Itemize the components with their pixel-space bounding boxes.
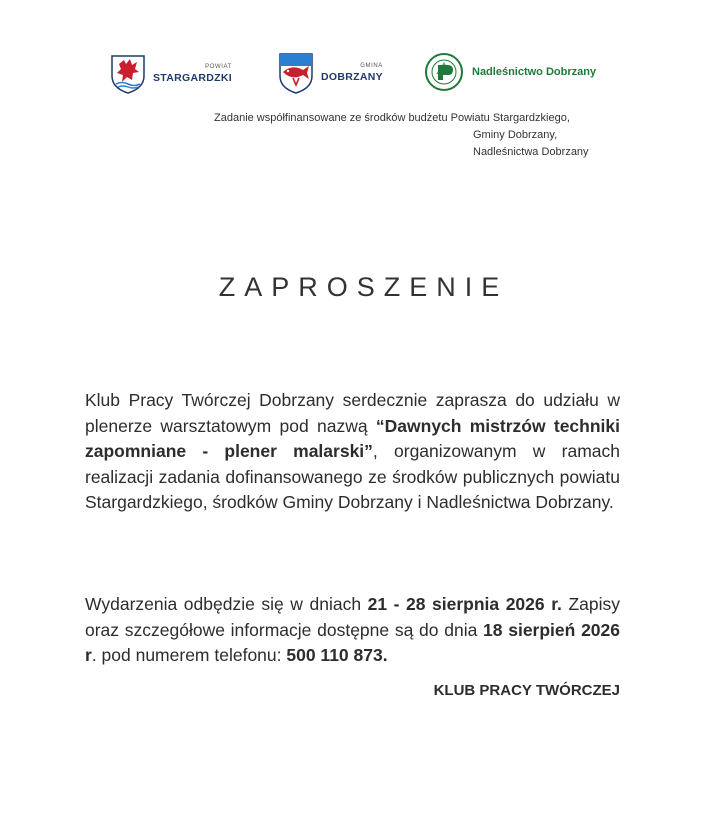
- paragraph-1-rest: , organizowanym w ramach realizacji zadania dofinansowanego ze środków publicznych powiatu Stargardzkiego, środków Gminy Dobrzany i Nadleśnictwa Dobrzany.: [85, 441, 620, 512]
- invitation-paragraph-1: [85, 388, 620, 516]
- forestry-logo: [424, 52, 596, 92]
- fish-crest-icon: [278, 52, 314, 94]
- griffin-crest-icon: [110, 54, 146, 94]
- paragraph-2-part-1: Wydarzenia odbędzie się w dniach: [85, 594, 368, 614]
- stargard-county-logo: [110, 54, 232, 94]
- phone-number: 500 110 873.: [286, 645, 388, 665]
- registration-deadline: 18 sierpień 2026 r: [85, 619, 620, 665]
- dobrzany-logo-small: GMINA: [360, 63, 383, 70]
- lasy-panstwowe-icon: [424, 52, 464, 92]
- stargard-logo-small: POWIAT: [205, 64, 232, 71]
- cofinancing-note: [214, 110, 589, 161]
- cofinancing-line-2: Gminy Dobrzany,: [473, 129, 558, 141]
- cofinancing-line-1: Zadanie współfinansowane ze środków budżetu Powiatu Stargardzkiego,: [214, 112, 570, 124]
- signature: KLUB PRACY TWÓRCZEJ: [433, 682, 620, 699]
- invitation-title: ZAPROSZENIE: [218, 272, 509, 302]
- dobrzany-logo-text: [321, 63, 383, 83]
- dobrzany-logo-name: DOBRZANY: [321, 71, 383, 84]
- event-name: “Dawnych mistrzów techniki zapomniane - plener malarski”: [85, 415, 620, 461]
- paragraph-2-part-2: Zapisy oraz szczegółowe informacje dostępne są do dnia: [85, 594, 621, 640]
- invitation-paragraph-2: [85, 592, 620, 669]
- event-dates: 21 - 28 sierpnia 2026 r.: [367, 594, 562, 614]
- sponsor-logos: [0, 52, 711, 100]
- dobrzany-commune-logo: [278, 52, 383, 94]
- stargard-logo-text: [153, 64, 232, 84]
- cofinancing-line-3: Nadleśnictwa Dobrzany: [473, 146, 589, 158]
- paragraph-2-part-3: . pod numerem telefonu:: [91, 645, 287, 665]
- forestry-logo-name: Nadleśnictwo Dobrzany: [472, 66, 597, 78]
- paragraph-1-intro: Klub Pracy Twórczej Dobrzany serdecznie zaprasza do udziału w plenerze warsztatowym pod nazwą: [85, 390, 620, 436]
- stargard-logo-name: STARGARDZKI: [153, 72, 232, 85]
